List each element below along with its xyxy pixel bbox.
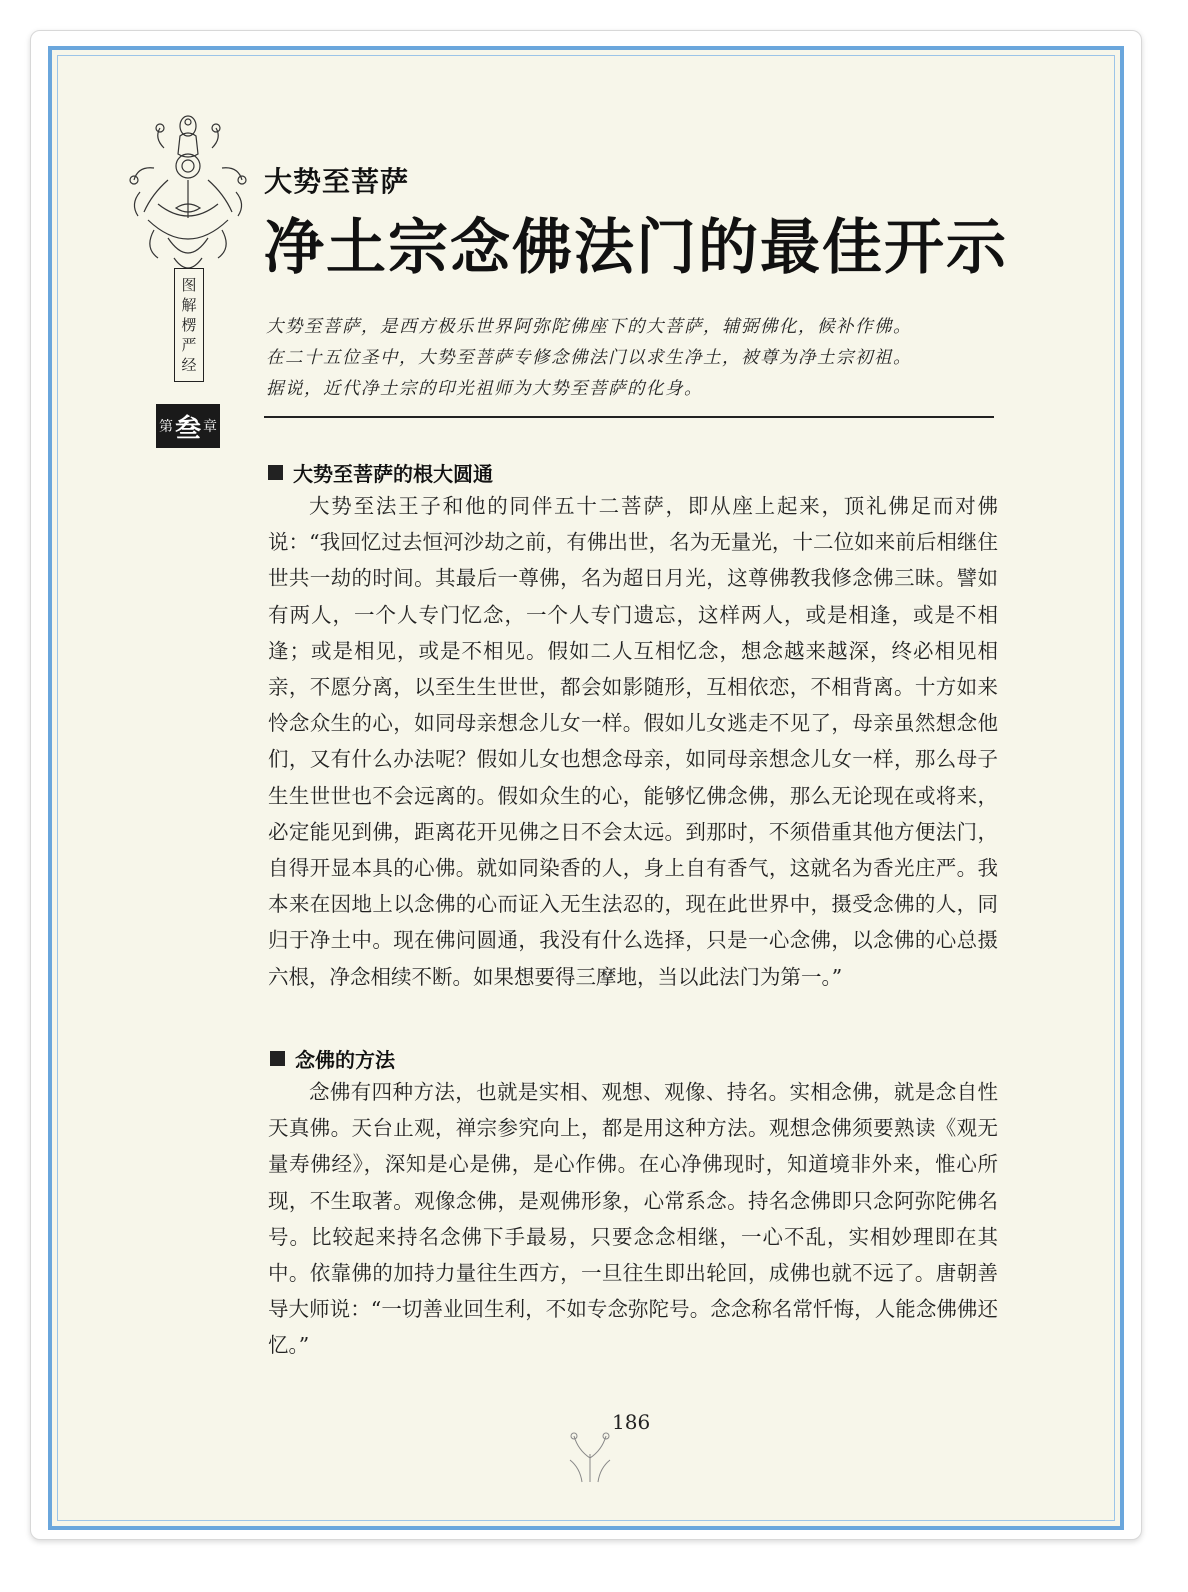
book-title-vertical [174,268,204,382]
intro-line: 大势至菩萨，是西方极乐世界阿弥陀佛座下的大菩萨，辅弼佛化，候补作佛。 [266,317,912,337]
square-bullet-icon [270,1051,285,1066]
book-title-char: 解 [181,296,197,314]
chapter-prefix: 第 [158,419,173,435]
lotus-footer-icon [560,1424,620,1484]
book-title-char: 图 [181,276,197,294]
section-body [268,488,998,995]
body-paragraph: 念佛有四种方法，也就是实相、观想、观像、持名。实相念佛，就是念自性天真佛。天台止观，禅宗参究向上，都是用这种方法。观想念佛须要熟读《观无量寿佛经》，深知是心是佛，是心作佛。在心净佛现时，知道境非外来，惟心所现，不生取著。观像念佛，是观佛形象，心常系念。持名念佛即只念阿弥陀佛名号。比较起来持名念佛下手最易，只要念念相继，一心不乱，实相妙理即在其中。依靠佛的加持力量往生西方，一旦往生即出轮回，成佛也就不远了。唐朝善导大师说：“一切善业回生利，不如专念弥陀号。念念称名常忏悔，人能念佛佛还忆。” [268,1080,998,1358]
section-heading-text: 念佛的方法 [295,1048,395,1072]
section-heading-text: 大势至菩萨的根大圆通 [293,462,493,486]
page-number: 186 [612,1410,651,1434]
chapter-badge [156,404,220,448]
intro-line: 在二十五位圣中，大势至菩萨专修念佛法门以求生净土，被尊为净土宗初祖。 [266,348,912,368]
book-title-char: 楞 [181,316,197,334]
title-divider [264,416,994,418]
chapter-suffix: 章 [203,419,217,435]
page-frame [48,46,1124,1530]
square-bullet-icon [268,465,283,480]
chapter-number: 叁 [174,413,201,444]
section-subtitle: 大势至菩萨 [264,165,410,198]
book-title-char: 严 [181,336,197,354]
section-heading [270,1044,395,1073]
section-heading [268,458,493,487]
book-title-char: 经 [181,356,197,374]
body-paragraph: 大势至法王子和他的同伴五十二菩萨，即从座上起来，顶礼佛足而对佛说：“我回忆过去恒河沙劫之前，有佛出世，名为无量光，十二位如来前后相继住世共一劫的时间。其最后一尊佛，名为超日月光，这尊佛教我修念佛三昧。譬如有两人，一个人专门忆念，一个人专门遗忘，这样两人，或是相逢，或是不相逢；或是相见，或是不相见。假如二人互相忆念，想念越来越深，终必相见相亲，不愿分离，以至生生世世，都会如影随形，互相依恋，不相背离。十方如来怜念众生的心，如同母亲想念儿女一样。假如儿女逃走不见了，母亲虽然想念他们，又有什么办法呢？假如儿女也想念母亲，如同母亲想念儿女一样，那么母子生生世世也不会远离的。假如众生的心，能够忆佛念佛，那么无论现在或将来，必定能见到佛，距离花开见佛之日不会太远。到那时，不须借重其他方便法门，自得开显本具的心佛。就如同染香的人，身上自有香气，这就名为香光庄严。我本来在因地上以念佛的心而证入无生法忍的，现在此世界中，摄受念佛的人，同归于净土中。现在佛问圆通，我没有什么选择，只是一心念佛，以念佛的心总摄六根，净念相续不断。如果想要得三摩地，当以此法门为第一。” [268,494,998,989]
page-title: 净土宗念佛法门的最佳开示 [264,213,1008,283]
bodhisattva-ornament [124,108,252,288]
intro-line: 据说，近代净土宗的印光祖师为大势至菩萨的化身。 [266,379,703,399]
section-body [268,1074,998,1364]
intro-summary [266,312,996,405]
